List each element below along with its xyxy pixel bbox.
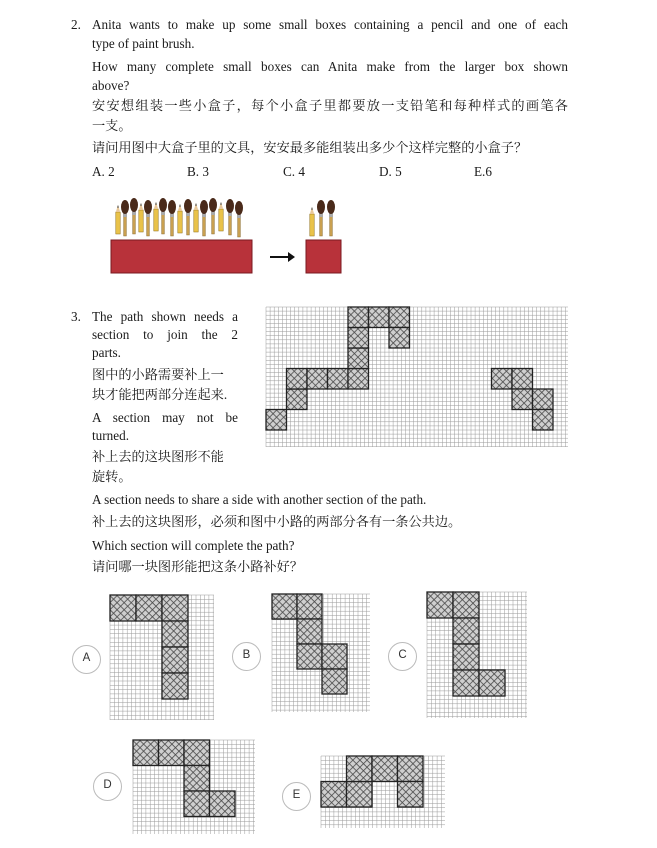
path-square: [512, 389, 533, 410]
q2-option-e[interactable]: E.6: [474, 164, 492, 179]
paintbrush-icon: [235, 201, 243, 237]
path-square: [453, 644, 479, 670]
option-e-button[interactable]: [282, 782, 311, 811]
pencil-icon: [310, 207, 314, 236]
large-box: [111, 240, 252, 273]
option-b-label: B: [242, 649, 251, 661]
path-square: [372, 756, 398, 782]
option-b-figure[interactable]: [272, 594, 370, 712]
path-square: [453, 670, 479, 696]
option-a-label: A: [82, 652, 91, 664]
pencil-icon: [154, 202, 158, 231]
option-d-figure[interactable]: [133, 740, 255, 834]
path-square: [427, 592, 453, 618]
path-square: [184, 740, 210, 766]
path-square: [297, 619, 322, 644]
q2-number: 2.: [71, 17, 81, 32]
option-a-button[interactable]: [72, 645, 101, 674]
q2-zh-line1: 安安想组装一些小盒子，每个小盒子里都要放一支铅笔和每种样式的画笔各: [92, 98, 568, 113]
small-box: [306, 240, 341, 273]
pencil-icon: [178, 204, 182, 233]
option-c-button[interactable]: [388, 642, 417, 671]
path-square: [492, 369, 513, 390]
paintbrush-icon: [130, 198, 138, 234]
path-square: [266, 410, 287, 431]
path-square: [110, 595, 136, 621]
path-square: [307, 369, 328, 390]
q2-zh-line2: 一支。: [92, 118, 132, 133]
path-square: [347, 756, 373, 782]
box-illustration: [0, 0, 657, 300]
path-square: [136, 595, 162, 621]
path-square: [162, 595, 188, 621]
path-square: [287, 389, 308, 410]
q3-text-4: Which section will complete the path?: [92, 538, 295, 553]
q3-zh-1b: 块才能把两部分连起来.: [92, 387, 228, 402]
q2-option-a[interactable]: A. 2: [92, 164, 115, 179]
q3-text-1a: The path shown needs a: [92, 309, 238, 324]
path-grid-figure: [266, 307, 568, 447]
q2-option-b[interactable]: B. 3: [187, 164, 209, 179]
paintbrush-icon: [144, 200, 152, 236]
path-square: [184, 791, 210, 817]
path-square: [162, 647, 188, 673]
path-square: [184, 766, 210, 792]
paintbrush-icon: [317, 200, 325, 236]
arrow-right-icon: [270, 252, 295, 262]
path-square: [533, 389, 554, 410]
option-c-label: C: [398, 649, 407, 661]
paintbrush-icon: [121, 200, 129, 236]
path-square: [162, 621, 188, 647]
q3-text-3: A section needs to share a side with another section of the path.: [92, 492, 427, 507]
path-square: [322, 669, 347, 694]
option-b-button[interactable]: [232, 642, 261, 671]
paintbrush-icon: [200, 200, 208, 236]
path-square: [369, 307, 390, 328]
q3-zh-4: 请问哪一块图形能把这条小路补好？: [92, 559, 303, 574]
path-square: [348, 307, 369, 328]
option-d-label: D: [103, 779, 112, 791]
path-square: [287, 369, 308, 390]
path-square: [389, 328, 410, 349]
q3-text-1c: parts.: [92, 345, 121, 360]
q3-zh-3: 补上去的这块图形，必须和图中小路的两部分各有一条公共边。: [92, 514, 462, 529]
path-square: [348, 369, 369, 390]
q3-text-2b: turned.: [92, 428, 129, 443]
paintbrush-icon: [209, 198, 217, 234]
path-square: [322, 644, 347, 669]
q2-option-c[interactable]: C. 4: [283, 164, 305, 179]
pencil-icon: [139, 203, 143, 232]
path-square: [272, 594, 297, 619]
paintbrush-icon: [226, 199, 234, 235]
q2-text-line3: How many complete small boxes can Anita make from the larger box shown: [92, 59, 568, 74]
q3-zh-1a: 图中的小路需要补上一: [92, 367, 224, 382]
option-a-figure[interactable]: [110, 595, 214, 720]
pencil-icon: [116, 205, 120, 234]
q2-text-line2: type of paint brush.: [92, 36, 195, 51]
path-square: [348, 328, 369, 349]
path-square: [162, 673, 188, 699]
q3-zh-2b: 旋转。: [92, 469, 132, 484]
option-e-label: E: [292, 789, 301, 801]
path-square: [347, 782, 373, 808]
pencil-icon: [194, 203, 198, 232]
path-square: [398, 756, 424, 782]
paintbrush-icon: [159, 198, 167, 234]
q3-zh-2a: 补上去的这块图形不能: [92, 449, 224, 464]
q3-number: 3.: [71, 309, 81, 324]
path-square: [453, 592, 479, 618]
paintbrush-icon: [184, 199, 192, 235]
pencil-icon: [219, 202, 223, 231]
q2-text-line4: above?: [92, 78, 130, 93]
path-square: [348, 348, 369, 369]
path-square: [533, 410, 554, 431]
option-d-button[interactable]: [93, 772, 122, 801]
q2-zh-line3: 请问用图中大盒子里的文具，安安最多能组装出多少个这样完整的小盒子？: [92, 140, 528, 155]
path-square: [453, 618, 479, 644]
path-square: [479, 670, 505, 696]
path-square: [398, 782, 424, 808]
paintbrush-icon: [327, 200, 335, 236]
path-square: [210, 791, 236, 817]
paintbrush-icon: [168, 200, 176, 236]
path-square: [328, 369, 349, 390]
q2-option-d[interactable]: D. 5: [379, 164, 402, 179]
path-square: [297, 644, 322, 669]
path-square: [512, 369, 533, 390]
path-square: [389, 307, 410, 328]
option-c-figure[interactable]: [427, 592, 527, 718]
q3-text-2a: A section may not be: [92, 410, 238, 425]
path-square: [321, 782, 347, 808]
path-square: [159, 740, 185, 766]
path-square: [297, 594, 322, 619]
q3-text-1b: section to join the 2: [92, 327, 238, 342]
q2-text-line1: Anita wants to make up some small boxes containing a pencil and one of each: [92, 17, 568, 32]
option-e-figure[interactable]: [321, 756, 445, 828]
path-square: [133, 740, 159, 766]
